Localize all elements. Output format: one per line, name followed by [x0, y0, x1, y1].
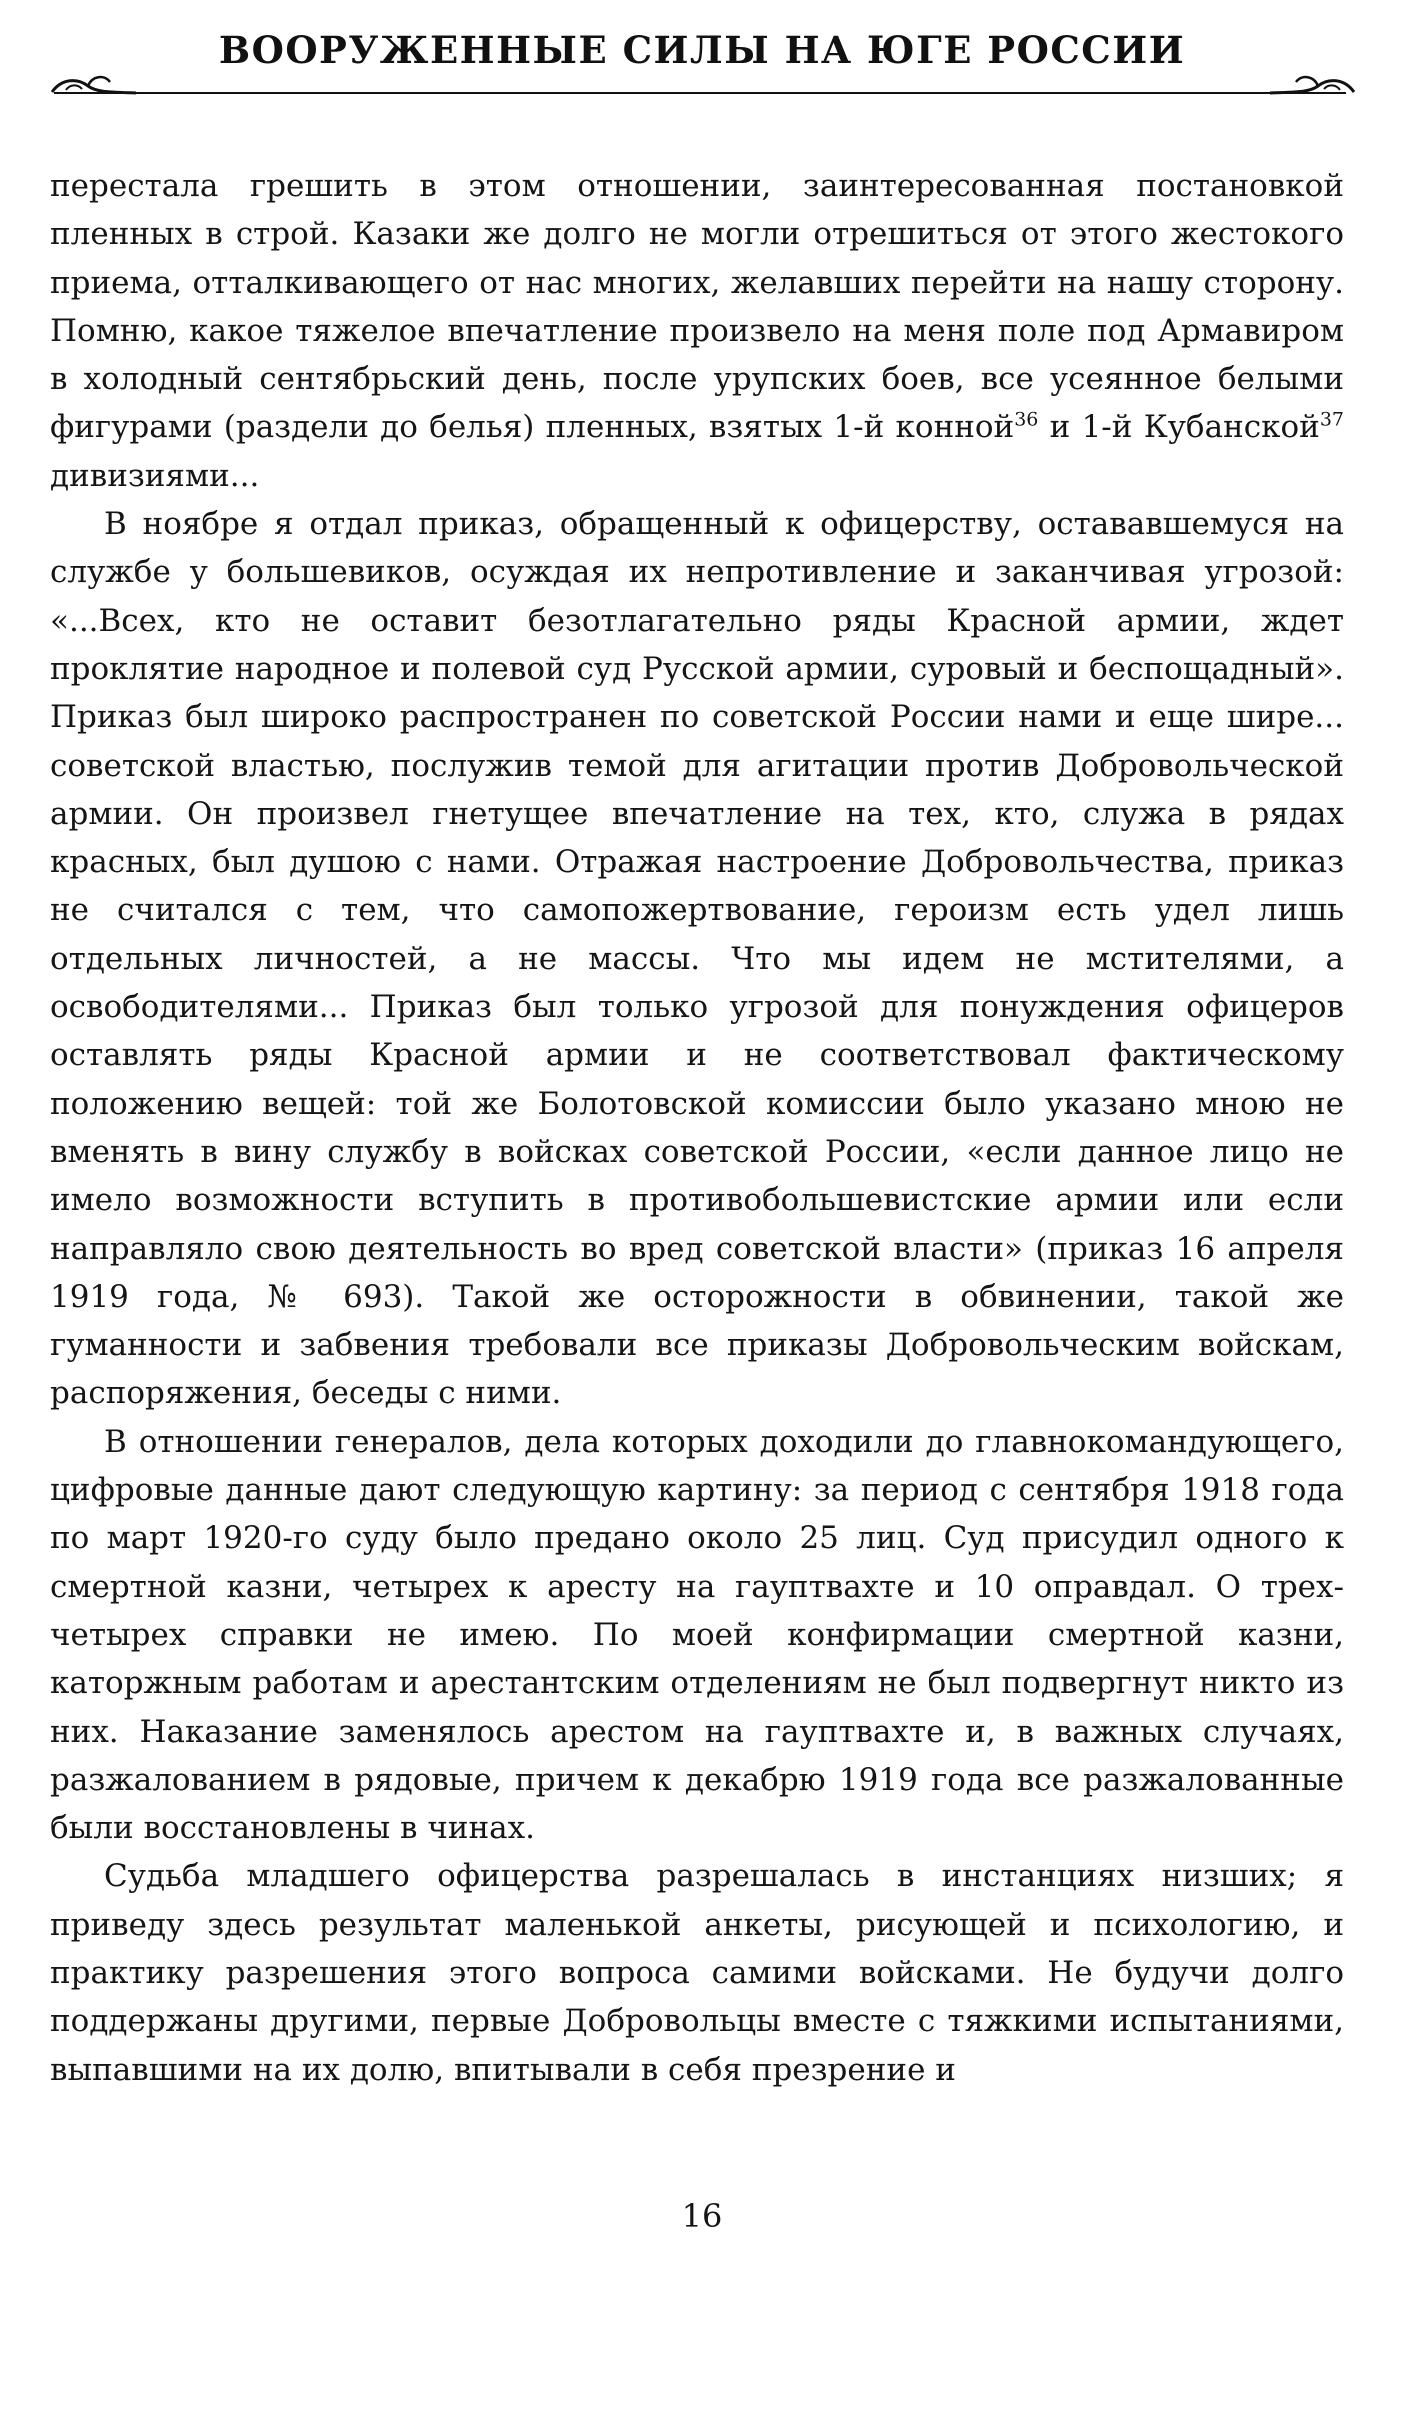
- footnote-ref-36: 36: [1014, 409, 1039, 432]
- page-number: 16: [681, 2197, 723, 2235]
- paragraph-junior-officers: Судьба младшего офицерства разрешалась в инстанциях низших; я приведу здесь результат маленькой анкеты, рисующей и психологию, и практику разрешения этого вопроса самими войсками. Не будучи долго поддержаны другими, первые Добровольцы вместе с тяжкими испытаниями, выпавшими на их долю, впитывали в себя презрение и: [50, 1858, 1344, 2088]
- paragraph-order-november: В ноябре я отдал приказ, обращенный к офицерству, остававшемуся на службе у большевиков, осуждая их непротивление и заканчивая угрозой: «...Всех, кто не оставит безотлагательно ряды Красной армии, ждет проклятие народное и полевой суд Русской армии, суровый и беспощадный». Приказ был широко распространен по советской России нами и еще шире... советской властью, послужив темой для агитации против Добровольческой армии. Он произвел гнетущее впечатление на тех, кто, служа в рядах красных, был душою с нами. Отражая настроение Добровольчества, приказ не считался с тем, что самопожертвование, героизм есть удел лишь отдельных личностей, а не массы. Что мы идем не мстителями, а освободителями... Приказ был только угрозой для понуждения офицеров оставлять ряды Красной армии и не соответствовал фактическому положению вещей: той же Болотовской комиссии было указано мною не вменять в вину службу в войсках советской России, «если данное лицо не имело возможности вступить в противобольшевистские армии или если направляло свою деятельность во вред советской власти» (приказ 16 апреля 1919 года, № 693). Такой же осторожности в обвинении, такой же гуманности и забвения требовали все приказы Добровольческим войскам, распоряжения, беседы с ними.: [50, 506, 1344, 1412]
- paragraph-continued: [50, 162, 1344, 500]
- header-rule: [54, 92, 1346, 94]
- running-title: ВООРУЖЕННЫЕ СИЛЫ НА ЮГЕ РОССИИ: [218, 28, 1186, 72]
- paragraph-generals: В отношении генералов, дела которых доходили до главнокомандующего, цифровые данные дают следующую картину: за период с сентября 1918 года по март 1920-го суду было предано около 25 лиц. Суд присудил одного к смертной казни, четырех к аресту на гауптвахте и 10 оправдал. О трех-четырех справки не имею. По моей конфирмации смертной казни, каторжным работам и арестантским отделениям не был подвергнут никто из них. Наказание заменялось арестом на гауптвахте и, в важных случаях, разжалованием в рядовые, причем к декабрю 1919 года все разжалованные были восстановлены в чинах.: [50, 1423, 1344, 1847]
- footnote-ref-37: 37: [1319, 409, 1344, 432]
- paragraph-1-text: перестала грешить в этом отношении, заинтересованная постановкой пленных в строй. Казаки же долго не могли отрешиться от этого жестокого приема, отталкивающего от нас многих, желавших перейти на нашу сторону. Помню, какое тяжелое впечатление произвело на меня поле под Армавиром в холодный сентябрьский день, после урупских боев, все усеянное белыми фигурами (раздели до белья) пленных, взятых 1-й конной: [50, 168, 1344, 446]
- body-text: [50, 162, 1344, 2094]
- paragraph-1-text-mid: и 1-й Кубанской: [1038, 409, 1320, 446]
- paragraph-1-text-end: дивизиями...: [50, 457, 260, 494]
- right-flourish-ornament: [1268, 72, 1358, 96]
